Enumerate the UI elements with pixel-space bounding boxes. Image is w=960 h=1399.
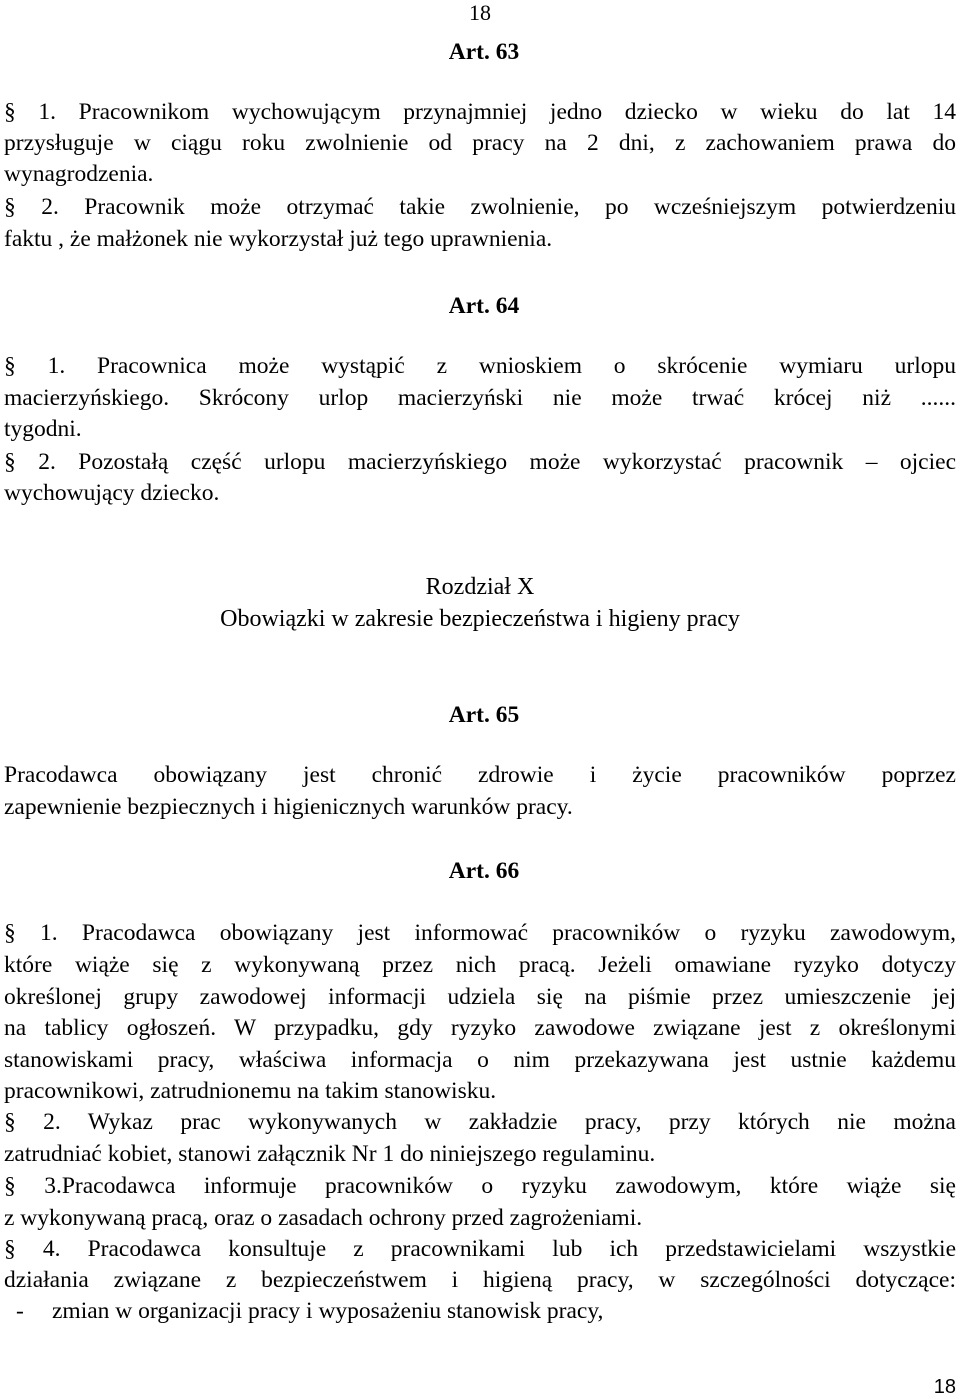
art66-line-9: § 3.Pracodawca informuje pracowników o ryzyku zawodowym, które wiąże się [4,1173,956,1199]
article-66-heading: Art. 66 [448,858,520,884]
art66-line-10: z wykonywaną pracą, oraz o zasadach ochrony przed zagrożeniami. [4,1205,643,1231]
art66-line-2: które wiąże się z wykonywaną przez nich pracą. Jeżeli omawiane ryzyko dotyczy [4,952,956,978]
art66-line-11: § 4. Pracodawca konsultuje z pracownikami lub ich przedstawicielami wszystkie [4,1236,956,1262]
art65-line-2: zapewnienie bezpiecznych i higienicznych warunków pracy. [4,794,573,820]
art64-line-3: tygodni. [4,416,82,442]
art64-line-2: macierzyńskiego. Skrócony urlop macierzyński nie może trwać krócej niż ...... [4,385,956,411]
art64-line-5: wychowujący dziecko. [4,480,220,506]
art64-line-1: § 1. Pracownica może wystąpić z wnioskiem o skrócenie wymiaru urlopu [4,353,956,379]
art66-line-4: na tablicy ogłoszeń. W przypadku, gdy ryzyko zawodowe związane jest z określonymi [4,1015,956,1041]
art66-line-7: § 2. Wykaz prac wykonywanych w zakładzie pracy, przy których nie można [4,1109,956,1135]
art66-line-3: określonej grupy zawodowej informacji udziela się na piśmie przez umieszczenie jej [4,984,956,1010]
art66-line-6: pracownikowi, zatrudnionemu na takim stanowisku. [4,1078,497,1104]
art65-line-1: Pracodawca obowiązany jest chronić zdrowie i życie pracowników poprzez [4,762,956,788]
art63-line-4: § 2. Pracownik może otrzymać takie zwolnienie, po wcześniejszym potwierdzeniu [4,194,956,220]
article-63-heading: Art. 63 [448,39,520,65]
art64-line-4: § 2. Pozostałą część urlopu macierzyńskiego może wykorzystać pracownik – ojciec [4,449,956,475]
art63-line-1: § 1. Pracownikom wychowującym przynajmniej jedno dziecko w wieku do lat 14 [4,99,956,125]
chapter-title: Obowiązki w zakresie bezpieczeństwa i higieny pracy [220,606,740,632]
art66-line-8: zatrudniać kobiet, stanowi załącznik Nr 1 do niniejszego regulaminu. [4,1141,656,1167]
art66-line-12: działania związane z bezpieczeństwem i higieną pracy, w szczególności dotyczące: [4,1267,956,1293]
list-bullet-dash: - [16,1298,24,1324]
page-number-bottom: 18 [933,1376,956,1398]
article-64-heading: Art. 64 [448,293,520,319]
art66-line-5: stanowiskami pracy, właściwa informacja o nim przekazywana jest ustnie każdemu [4,1047,956,1073]
article-65-heading: Art. 65 [448,702,520,728]
art66-line-1: § 1. Pracodawca obowiązany jest informować pracowników o ryzyku zawodowym, [4,920,956,946]
art66-list-item: zmian w organizacji pracy i wyposażeniu stanowisk pracy, [52,1298,604,1324]
art63-line-2: przysługuje w ciągu roku zwolnienie od pracy na 2 dni, z zachowaniem prawa do [4,130,956,156]
chapter-number: Rozdział X [425,574,535,600]
page-number-top: 18 [469,0,491,25]
art63-line-3: wynagrodzenia. [4,161,154,187]
art63-line-5: faktu , że małżonek nie wykorzystał już tego uprawnienia. [4,226,553,252]
